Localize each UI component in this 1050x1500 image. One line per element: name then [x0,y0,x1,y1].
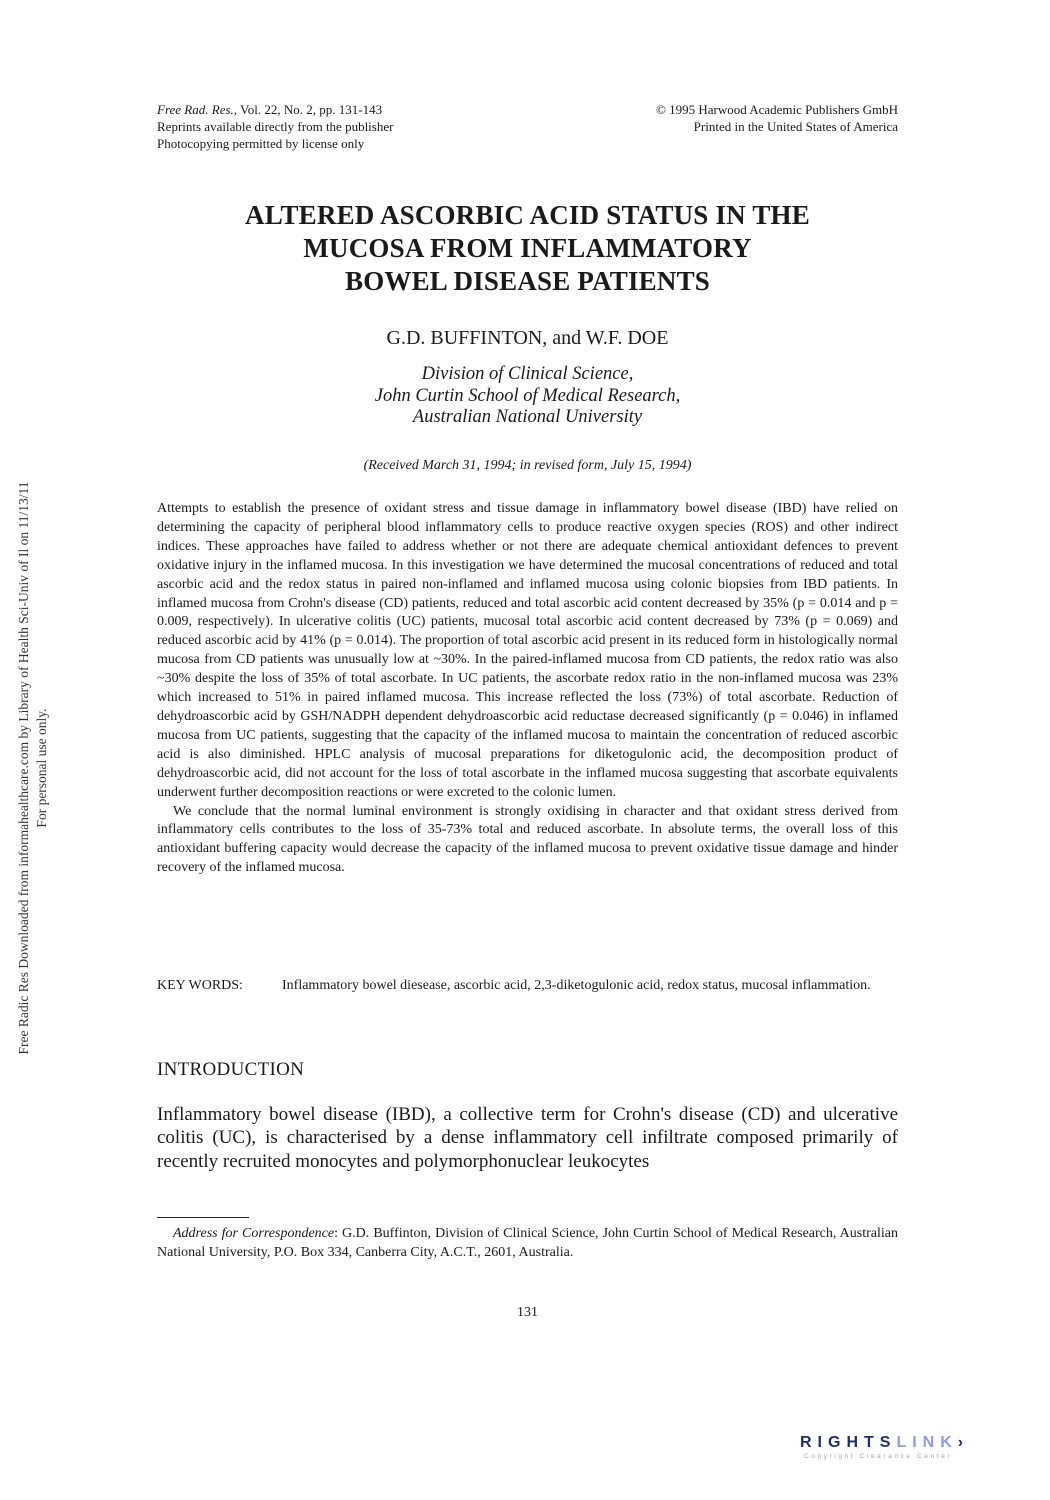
keywords [157,976,898,995]
received-dates: (Received March 31, 1994; in revised form, July 15, 1994) [363,458,692,473]
citation-line-3: Photocopying permitted by license only [157,136,365,151]
citation-line-1: Free Rad. Res., Vol. 22, No. 2, pp. 131-143 [157,102,383,117]
rightslink-wordmark: RIGHTSLINK› [800,1434,970,1451]
footnote-text: : G.D. Buffinton, Division of Clinical Science, John Curtin School of Medical Research, Australian National University, P.O. Box 334, Canberra City, A.C.T., 2601, Australia. [157,1226,899,1260]
page-number: 131 [517,1305,538,1320]
affiliation-line-1: Division of Clinical Science, [421,364,634,384]
paper-title [157,199,898,298]
abstract-paragraph-1: Attempts to establish the presence of oxidant stress and tissue damage in inflammatory bowel disease (IBD) have relied on determining the capacity of peripheral blood inflammatory cells to produce reactive oxygen species (ROS) and other indirect indices. These approaches have failed to address whether or not there are adequate chemical antioxidant defences to prevent oxidative injury in the inflamed mucosa. In this investigation we have determined the mucosal concentrations of reduced and total ascorbic acid and the redox status in paired non-inflamed and inflamed mucosa using colonic biopsies from IBD patients. In inflamed mucosa from Crohn's disease (CD) patients, reduced and total ascorbic acid content decreased by 35% (p = 0.014 and p = 0.009, respectively). In ulcerative colitis (UC) patients, mucosal total ascorbic acid content decreased by 73% (p = 0.069) and reduced ascorbic acid by 41% (p = 0.014). The proportion of total ascorbic acid present in its reduced form in histologically normal mucosa from CD patients was unusually low at ~30%. In the paired-inflamed mucosa from CD patients, the redox ratio was also ~30% despite the loss of 35% of total ascorbate. In UC patients, the ascorbate redox ratio in the non-inflamed mucosa was 23% which increased to 51% in paired inflamed mucosa. This increase reflected the loss (73%) of total ascorbate. Reduction of dehydroascorbic acid by GSH/NADPH dependent dehydroascorbic acid reductase decreased significantly (p = 0.046) in inflamed mucosa from UC patients, suggesting that the capacity of the inflamed mucosa to maintain the concentration of reduced ascorbic acid is also diminished. HPLC analysis of mucosal preparations for diketogulonic acid, the decomposition product of dehydroascorbic acid, did not account for the loss of total ascorbate in the inflamed mucosa suggesting that ascorbate equivalents underwent further decomposition reactions or were excreted to the colonic lumen. [157,501,898,800]
rightslink-tagline: Copyright Clearance Center [804,1453,953,1460]
citation-line-2: Reprints available directly from the publisher [157,119,394,134]
title-line-3: BOWEL DISEASE PATIENTS [344,266,711,296]
download-watermark [15,428,59,1108]
abstract [157,500,898,878]
affiliation-line-3: Australian National University [412,407,643,427]
rightslink-arrow-icon: › [957,1434,970,1451]
section-heading-introduction: INTRODUCTION [157,1059,305,1080]
authors: G.D. BUFFINTON, and W.F. DOE [386,327,669,349]
title-line-1: ALTERED ASCORBIC ACID STATUS IN THE [245,200,810,230]
keywords-text: Inflammatory bowel diesease, ascorbic acid, 2,3-diketogulonic acid, redox status, mucosal inflammation. [282,978,871,993]
footnote-label: Address for Correspondence [173,1226,335,1241]
watermark-line-1: Free Radic Res Downloaded from informahealthcare.com by Library of Health Sci-Univ of Il on 11/13/11 [16,481,31,1055]
copyright-line: © 1995 Harwood Academic Publishers GmbH [655,102,898,117]
journal-name: Free Rad. Res. [157,102,234,117]
introduction-text: Inflammatory bowel disease (IBD), a collective term for Crohn's disease (CD) and ulcerative colitis (UC), is characterised by a dense inflammatory cell infiltrate composed primarily of recently recruited monocytes and polymorphonuclear leukocytes [157,1104,898,1172]
publisher-info [560,101,898,135]
affiliation [157,364,898,429]
title-line-2: MUCOSA FROM INFLAMMATORY [303,233,752,263]
footnote-divider [157,1217,249,1218]
journal-citation [157,101,497,152]
correspondence-footnote [157,1225,898,1262]
watermark-line-2: For personal use only. [34,708,49,828]
rightslink-logo[interactable] [800,1434,1020,1474]
abstract-paragraph-2: We conclude that the normal luminal environment is strongly oxidising in character and that oxidant stress derived from inflammatory cells contributes to the loss of 35-73% total and reduced ascorbate. In absolute terms, the overall loss of this antioxidant buffering capacity would decrease the capacity of the inflamed mucosa to prevent oxidative tissue damage and hinder recovery of the inflamed mucosa. [157,803,898,876]
printed-line: Printed in the United States of America [693,119,898,134]
affiliation-line-2: John Curtin School of Medical Research, [374,385,681,406]
keywords-label: KEY WORDS: [157,978,243,993]
